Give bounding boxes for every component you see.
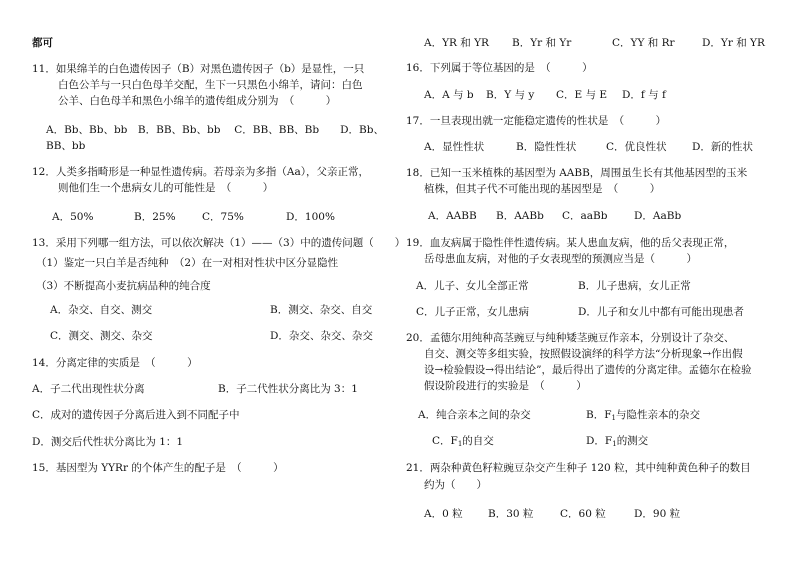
q13-option-a: A．杂交、自交、测交 [50,304,153,316]
q20-option-b: B．$F_1$与隐性亲本的杂交 [586,409,700,422]
q21-stem-line2: 约为（ ） [424,479,487,491]
q19-stem-line2: 岳母患血友病，对他的子女表现型的预测应当是（ ） [424,253,697,265]
q11-stem-line3: 公羊、白色母羊和黑色小绵羊的遗传组成分别为 （ ） [58,95,337,107]
q12-option-d: D．100% [286,211,335,223]
q18-stem-line1: 18．已知一玉米植株的基因型为 AABB，周围虽生长有其他基因型的玉米 [406,167,748,179]
q14-option-d: D．测交后代性状分离比为 1：1 [32,436,184,448]
q16-option-b: B．Y 与 y [486,89,535,101]
q15-option-d: D．Yr 和 YR [702,37,765,49]
q21-option-d: D．90 粒 [634,508,681,520]
q21-option-a: A．0 粒 [424,508,463,520]
q12-option-a: A．50% [52,211,94,223]
q11-stem-line1: 11．如果绵羊的白色遗传因子（B）对黑色遗传因子（b）是显性，一只 [32,63,365,75]
q14-option-a: A．子二代出现性状分离 [32,383,145,395]
q13-stem: 13．采用下列哪一组方法，可以依次解决（1）——（3）中的遗传问题（ ） [32,237,406,249]
q18-option-b: B．AABb [496,210,544,222]
q14-option-c: C．成对的遗传因子分离后进入到不同配子中 [32,409,240,421]
top-fragment: 都可 [32,37,53,49]
q21-option-b: B．30 粒 [488,508,534,520]
q13-option-d: D．杂交、杂交、杂交 [270,330,373,342]
q18-stem-line2: 植株，但其子代不可能出现的基因型是 （ ） [424,183,661,195]
q19-option-b: B．儿子患病，女儿正常 [578,280,691,292]
q12-stem-line1: 12．人类多指畸形是一种显性遗传病。若母亲为多指（Aa），父亲正常， [32,166,369,178]
q15-option-b: B．Yr 和 Yr [512,37,572,49]
q17-option-c: C．优良性状 [606,141,667,153]
q20-stem-line1: 20．孟德尔用纯种高茎豌豆与纯种矮茎豌豆作亲本，分别设计了杂交、 [406,332,735,344]
q20-option-c: C．$F_1$的自交 [432,435,494,448]
q14-option-b: B．子二代性状分离比为 3：1 [218,383,358,395]
q14-stem: 14．分离定律的实质是 （ ） [32,357,198,369]
q19-stem-line1: 19．血友病属于隐性伴性遗传病。某人患血友病，他的岳父表现正常， [406,237,735,249]
q11-stem-line2: 白色公羊与一只白色母羊交配，生下一只黑色小绵羊，请问：白色 [58,79,363,91]
q20-stem-line2: 自交、测交等多组实验，按照假设演绎的科学方法“分析现象→作出假 [424,348,743,360]
q12-option-c: C．75% [202,211,244,223]
q11-options-line2: BB、bb [46,140,86,152]
q17-option-a: A．显性性状 [424,141,485,153]
q18-option-a: A．AABB [428,210,477,222]
q15-stem: 15．基因型为 YYRr 的个体产生的配子是 （ ） [32,462,284,474]
q16-option-d: D．f 与 f [622,89,666,101]
q16-option-a: A．A 与 b [424,89,474,101]
q16-stem: 16．下列属于等位基因的是 （ ） [406,62,593,74]
q12-option-b: B．25% [134,211,176,223]
q18-option-c: C．aaBb [562,210,608,222]
q17-stem: 17．一旦表现出就一定能稳定遗传的性状是 （ ） [406,115,667,127]
q21-stem-line1: 21．两杂种黄色籽粒豌豆杂交产生种子 120 粒，其中纯种黄色种子的数目 [406,462,751,474]
q20-stem-line3: 设→检验假设→得出结论”，最后得出了遗传的分离定律。孟德尔在检验 [424,364,752,376]
q17-option-b: B．隐性性状 [516,141,577,153]
q13-item3: （3）不断提高小麦抗病品种的纯合度 [36,280,211,292]
q12-stem-line2: 则他们生一个患病女儿的可能性是 （ ） [58,182,274,194]
q19-option-a: A．儿子、女儿全部正常 [416,280,529,292]
q20-stem-line4: 假设阶段进行的实验是 （ ） [424,380,587,392]
q19-option-d: D．儿子和女儿中都有可能出现患者 [578,306,744,318]
q11-options-line1: A．Bb、Bb、bb B．BB、Bb、bb C．BB、BB、Bb D．Bb、 [46,124,384,136]
q13-item1-2: （1）鉴定一只白羊是否纯种 （2）在一对相对性状中区分显隐性 [36,257,339,269]
q13-option-b: B．测交、杂交、自交 [270,304,373,316]
q21-option-c: C．60 粒 [560,508,606,520]
q20-option-d: D．$F_1$的测交 [586,435,649,448]
q16-option-c: C．E 与 E [556,89,608,101]
q17-option-d: D．新的性状 [692,141,753,153]
q15-option-c: C．YY 和 Rr [612,37,675,49]
q18-option-d: D．AaBb [634,210,682,222]
q15-option-a: A．YR 和 YR [424,37,489,49]
q19-option-c: C．儿子正常，女儿患病 [416,306,530,318]
q20-option-a: A．纯合亲本之间的杂交 [418,409,531,421]
q13-option-c: C．测交、测交、杂交 [50,330,153,342]
